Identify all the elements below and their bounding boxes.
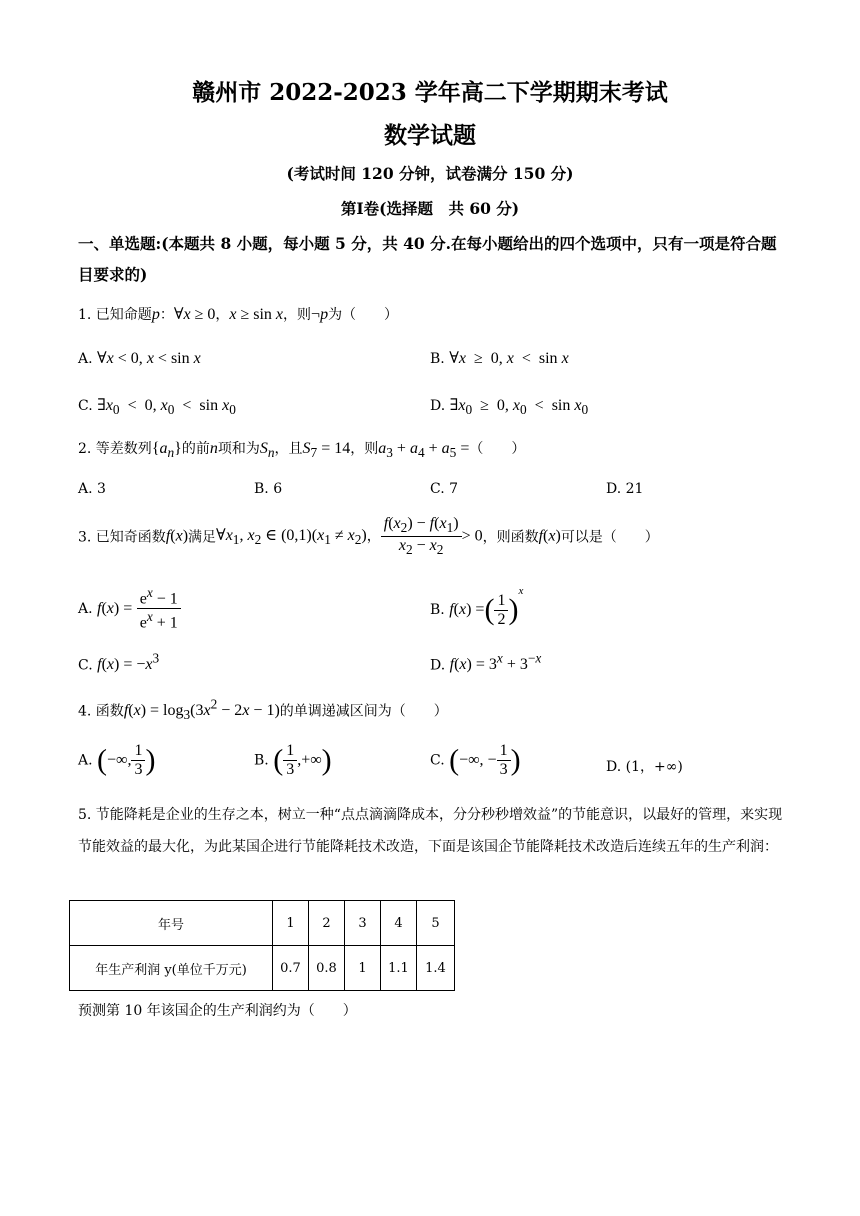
- table-cell: 1: [273, 901, 309, 946]
- q1-option-d-label: D.: [430, 398, 446, 414]
- q1-option-d[interactable]: [430, 395, 588, 418]
- question-1-stem: 1. 已知命题p：∀x ≥ 0，x ≥ sin x，则¬p为（ ）: [78, 306, 399, 323]
- q3-option-c[interactable]: [78, 651, 159, 674]
- q4-stem-a: 4. 函数: [78, 703, 124, 720]
- q2-stem-a: 2. 等差数列: [78, 441, 152, 457]
- q1-option-b-label: B.: [430, 351, 445, 367]
- table-header-year: 年号: [70, 901, 273, 946]
- q4-option-c[interactable]: C. (−∞, − $\frac{1}{3}$ ): [430, 742, 521, 778]
- q3-math-condition: $\forall x_1$, $x_2$ ∈ $(0,1)(x_1 \ne x_2)$: [216, 527, 367, 548]
- q4-option-b-fraction: $\frac{1}{3}$: [283, 742, 297, 779]
- q1-math-p: p: [151, 306, 160, 323]
- q1-option-a[interactable]: [78, 348, 201, 368]
- table-cell: 1.4: [417, 946, 455, 991]
- q3-option-d-math: $f(x) = 3^x + 3^{-x}$: [449, 651, 542, 674]
- q3-option-b[interactable]: B. f(x) =( $\frac{1}{2}$ )$^x$: [430, 585, 524, 628]
- q4-option-c-label: C.: [430, 752, 445, 769]
- table-cell: 3: [345, 901, 381, 946]
- table-row: [70, 901, 455, 946]
- q4-option-b-label: B.: [254, 752, 269, 769]
- q4-math-function: $f(x) = \log_3(3x^2 - 2x - 1)$: [123, 697, 280, 723]
- q3-option-b-fraction: $\frac{1}{2}$: [494, 592, 508, 629]
- q3-option-a-label: A.: [78, 600, 93, 617]
- exam-time-note: (考试时间 120 分钟，试卷满分 150 分): [286, 164, 574, 183]
- q3-option-b-label: B.: [430, 602, 445, 618]
- table-cell: 0.8: [309, 946, 345, 991]
- q1-option-c[interactable]: [78, 395, 236, 418]
- q2-stem-d: ，且: [274, 441, 303, 457]
- table-cell: 4: [381, 901, 417, 946]
- q1-option-a-label: A.: [78, 351, 93, 367]
- q1-option-a-math: ∀x < 0, x < sin x: [97, 350, 201, 367]
- q2-math-n: n: [209, 440, 218, 457]
- question-3-stem: 3. 已知奇函数f(x)满足$\forall x_1$, $x_2$ ∈ $(0,1)(x_1 \ne x_2)$， $\frac{f(x_2) - f(x_1)}{x_2 - x_2}$ > 0，则函数f(x)可以是（ ）: [78, 515, 659, 558]
- q4-option-b[interactable]: B. ( $\frac{1}{3}$ ,+∞): [254, 742, 332, 778]
- q2-option-c[interactable]: C. 7: [430, 481, 459, 497]
- q1-stem-end: 为（ ）: [328, 307, 399, 323]
- q2-stem-b: 的前: [181, 441, 210, 457]
- q3-stem-d: 可以是（ ）: [560, 529, 659, 546]
- q3-option-c-label: C.: [78, 657, 93, 674]
- q3-option-a-fraction: $\frac{e^x - 1}{e^x + 1}$: [137, 585, 181, 633]
- q4-option-a[interactable]: A. (−∞, $\frac{1}{3}$ ): [78, 742, 156, 778]
- volume-heading: 第Ⅰ卷(选择题 共 60 分): [340, 199, 520, 218]
- q1-math-negp: ¬p: [311, 306, 329, 323]
- q3-option-d[interactable]: [430, 651, 541, 674]
- question-4-stem: [78, 697, 448, 724]
- q2-math-sn: $S_n$: [259, 440, 275, 461]
- q2-option-b[interactable]: B. 6: [254, 481, 283, 497]
- q1-option-c-math: $\exists x_0 < 0$, $x_0 < \sin x_0$: [97, 397, 236, 418]
- q3-math-fraction: $\frac{f(x_2) - f(x_1)}{x_2 - x_2}$: [381, 515, 462, 558]
- q1-option-c-label: C.: [78, 398, 93, 414]
- q2-math-s7: $S_7 = 14$: [302, 440, 351, 461]
- q1-option-d-math: $\exists x_0 \ge 0$, $x_0 < \sin x_0$: [449, 397, 589, 418]
- q2-stem-c: 项和为: [217, 441, 260, 457]
- q1-option-b[interactable]: [430, 348, 569, 368]
- q3-option-a[interactable]: A. f(x) = $\frac{e^x - 1}{e^x + 1}$: [78, 585, 181, 633]
- question-2-stem: [78, 438, 525, 461]
- q3-stem-c: ，则函数: [482, 529, 539, 546]
- q4-stem-b: 的单调递减区间为（ ）: [279, 703, 448, 720]
- question-5-prompt: 预测第 10 年该国企的生产利润约为（ ）: [78, 1003, 357, 1019]
- q2-stem-e: ，则: [350, 441, 379, 457]
- q3-option-d-label: D.: [430, 657, 446, 674]
- q4-option-d[interactable]: D. (1，+∞): [606, 759, 683, 775]
- q2-option-a[interactable]: A. 3: [78, 481, 106, 497]
- q4-option-a-fraction: $\frac{1}{3}$: [131, 742, 145, 779]
- table-cell: 1.1: [381, 946, 417, 991]
- exam-title: 赣州市 2022-2023 学年高二下学期期末考试: [192, 79, 668, 106]
- table-header-profit: 年生产利润 y(单位千万元): [70, 946, 273, 991]
- q3-math-fx2: f(x): [538, 527, 561, 545]
- q2-math-seq: $\{a_n\}$: [151, 440, 182, 461]
- q3-stem-b: 满足: [188, 529, 217, 546]
- table-cell: 0.7: [273, 946, 309, 991]
- q2-math-sum: $a_3 + a_4 + a_5$ =: [378, 440, 470, 461]
- table-row: [70, 946, 455, 991]
- table-cell: 1: [345, 946, 381, 991]
- q4-option-a-label: A.: [78, 752, 93, 769]
- q3-option-c-math: $f(x) = -x^3$: [97, 651, 160, 674]
- question-5-paragraph: 5. 节能降耗是企业的生存之本，树立一种“点点滴滴降成本，分分秒秒增效益”的节能意识，以最好的管理，来实现节能效益的最大化，为此某国企进行节能降耗技术改造，下面是该国企节能降耗技术改造后连续五年的生产利润：: [78, 807, 783, 855]
- profit-table: [69, 900, 455, 991]
- section-heading: 一、单选题:(本题共 8 小题，每小题 5 分，共 40 分.在每小题给出的四个选项中，只有一项是符合题目要求的): [78, 234, 777, 284]
- q2-stem-f: （ ）: [469, 441, 526, 457]
- q2-option-d[interactable]: D. 21: [606, 481, 644, 497]
- q3-stem-a: 3. 已知奇函数: [78, 529, 166, 546]
- q1-math-ineq: x ≥ sin x: [229, 306, 284, 323]
- q4-option-c-fraction: $\frac{1}{3}$: [497, 742, 511, 779]
- table-cell: 5: [417, 901, 455, 946]
- q1-option-b-math: ∀x ≥ 0, x < sin x: [449, 350, 569, 367]
- q1-stem-text: 1. 已知命题: [78, 307, 152, 323]
- exam-subtitle: 数学试题: [384, 122, 476, 149]
- q1-math-condition: ∀x ≥ 0: [173, 306, 216, 323]
- q3-math-fx: f(x): [165, 527, 189, 545]
- table-cell: 2: [309, 901, 345, 946]
